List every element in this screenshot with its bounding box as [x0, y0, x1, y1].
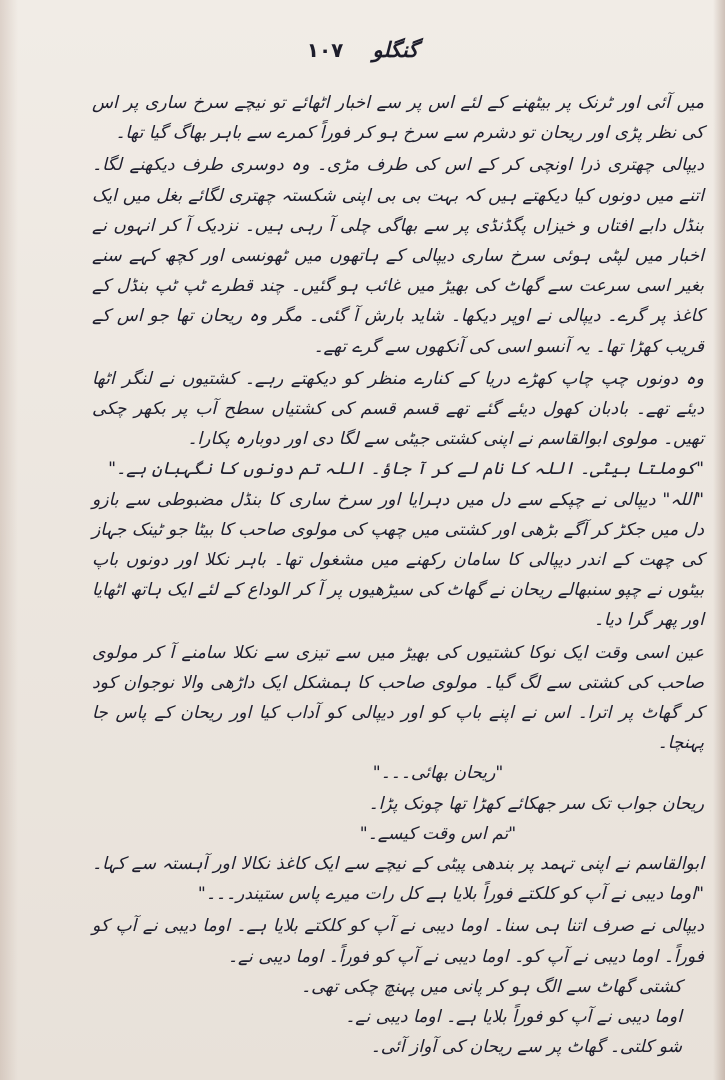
paragraph-11: شو کلتی۔ گھاٹ پر سے ریحان کی آواز آئی۔ [370, 1037, 682, 1058]
page-header [0, 38, 725, 78]
dialogue-line-1: "کوملتا بیٹی۔ اللہ کا نام لے کر آ جاؤ۔ اللہ تم دونوں کا نگہبان ہے۔" [108, 459, 704, 480]
body-text [92, 88, 704, 1063]
page-edge-shadow [0, 0, 18, 1080]
paragraph-6: ریحان جواب تک سر جھکائے کھڑا تھا چونک پڑا۔ [368, 793, 704, 814]
page-spine-shadow [713, 0, 725, 1080]
page-number: ۱۰۷ [306, 38, 344, 62]
paragraph-3: وہ دونوں چپ چاپ کھڑے دریا کے کنارے منظر کو دیکھتے رہے۔ کشتیوں نے لنگر اٹھا دیئے تھے۔ بادبان کھول دیئے گئے تھے قسم قسم کی کشتیاں سطح آب پر بکھر چکی تھیں۔ مولوی ابوالقاسم نے اپنی کشتی جیٹی سے لگا دی اور دوبارہ پکارا۔ [92, 368, 704, 450]
paragraph-8: دیپالی نے صرف اتنا ہی سنا۔ اوما دیبی نے آپ کو کلکتے بلایا ہے۔ اوما دیبی نے آپ کو فوراً۔ اوما دیبی نے آپ کو۔ اوما دیبی نے آپ کو فوراً۔ اوما دیبی نے۔ [92, 916, 704, 967]
paragraph-9: کشتی گھاٹ سے الگ ہو کر پانی میں پہنچ چکی تھی۔ [301, 976, 682, 997]
dialogue-line-3: "تم اس وقت کیسے۔" [359, 823, 517, 844]
paragraph-10: اوما دیبی نے آپ کو فوراً بلایا ہے۔ اوما دیبی نے۔ [345, 1007, 682, 1028]
running-title: گنگلو [372, 38, 419, 62]
paragraph-5: عین اسی وقت ایک نوکا کشتیوں کی بھیڑ میں سے تیزی سے نکلا سامنے آ کر مولوی صاحب کی کشتی سے لگ گیا۔ مولوی صاحب کا ہمشکل ایک داڑھی والا نوجوان کود کر گھاٹ پر اترا۔ اس نے اپنے باپ کو اور دیپالی کو آداب کیا اور ریحان کے پاس جا پہنچا۔ [92, 642, 704, 754]
paragraph-4: "اللہ" دیپالی نے چپکے سے دل میں دہرایا اور سرخ ساری کا بنڈل مضبوطی سے بازو دل میں جکڑ کر آگے بڑھی اور کشتی میں چھپ کی مولوی صاحب کا بیٹا جو ٹینک جہاز کی چھت کے اندر دیپالی کا سامان رکھنے میں مشغول تھا۔ باہر نکلا اور دونوں باپ بیٹوں نے چپو سنبھالے ریحان نے گھاٹ کی سیڑھیوں پر آ کر الوداع کے لئے ایک ہاتھ اٹھایا اور پھر گرا دیا۔ [92, 489, 704, 631]
dialogue-line-2: "ریحان بھائی۔۔۔" [372, 763, 504, 784]
paragraph-2: دیپالی چھتری ذرا اونچی کر کے اس کی طرف مڑی۔ وہ دوسری طرف دیکھنے لگا۔ اتنے میں دونوں کیا دیکھتے ہیں کہ بہت بی بی اپنی شکستہ چھتری لگائے بغل میں ایک بنڈل دابے افتاں و خیزاں پگڈنڈی پر سے بھاگی چلی آ رہی ہیں۔ نزدیک آ کر انہوں نے اخبار میں لپٹی ہوئی سرخ ساری دیپالی کے ہاتھوں میں ٹھونسی اور کچھ کہے سنے بغیر اسی سرعت سے گھاٹ کی بھیڑ میں غائب ہو گئیں۔ چند قطرے ٹپ ٹپ بنڈل کے کاغذ پر گرے۔ دیپالی نے اوپر دیکھا۔ شاید بارش آ گئی۔ مگر وہ ریحان تھا جو اس کے قریب کھڑا تھا۔ یہ آنسو اسی کی آنکھوں سے گرے تھے۔ [92, 155, 704, 357]
paragraph-7: ابوالقاسم نے اپنی تہمد پر بندھی پیٹی کے نیچے سے ایک کاغذ نکالا اور آہستہ سے کہا۔ "اوما دیبی نے آپ کو کلکتے فوراً بلایا ہے کل رات میرے پاس ستیندر۔۔۔" [92, 854, 704, 905]
paragraph-1: میں آئی اور ٹرنک پر بیٹھنے کے لئے اس پر سے اخبار اٹھائے تو نیچے سرخ ساری پر اس کی نظر پڑی اور ریحان تو دشرم سے سرخ ہو کر فوراً کمرے سے باہر بھاگ گیا تھا۔ [92, 93, 704, 144]
